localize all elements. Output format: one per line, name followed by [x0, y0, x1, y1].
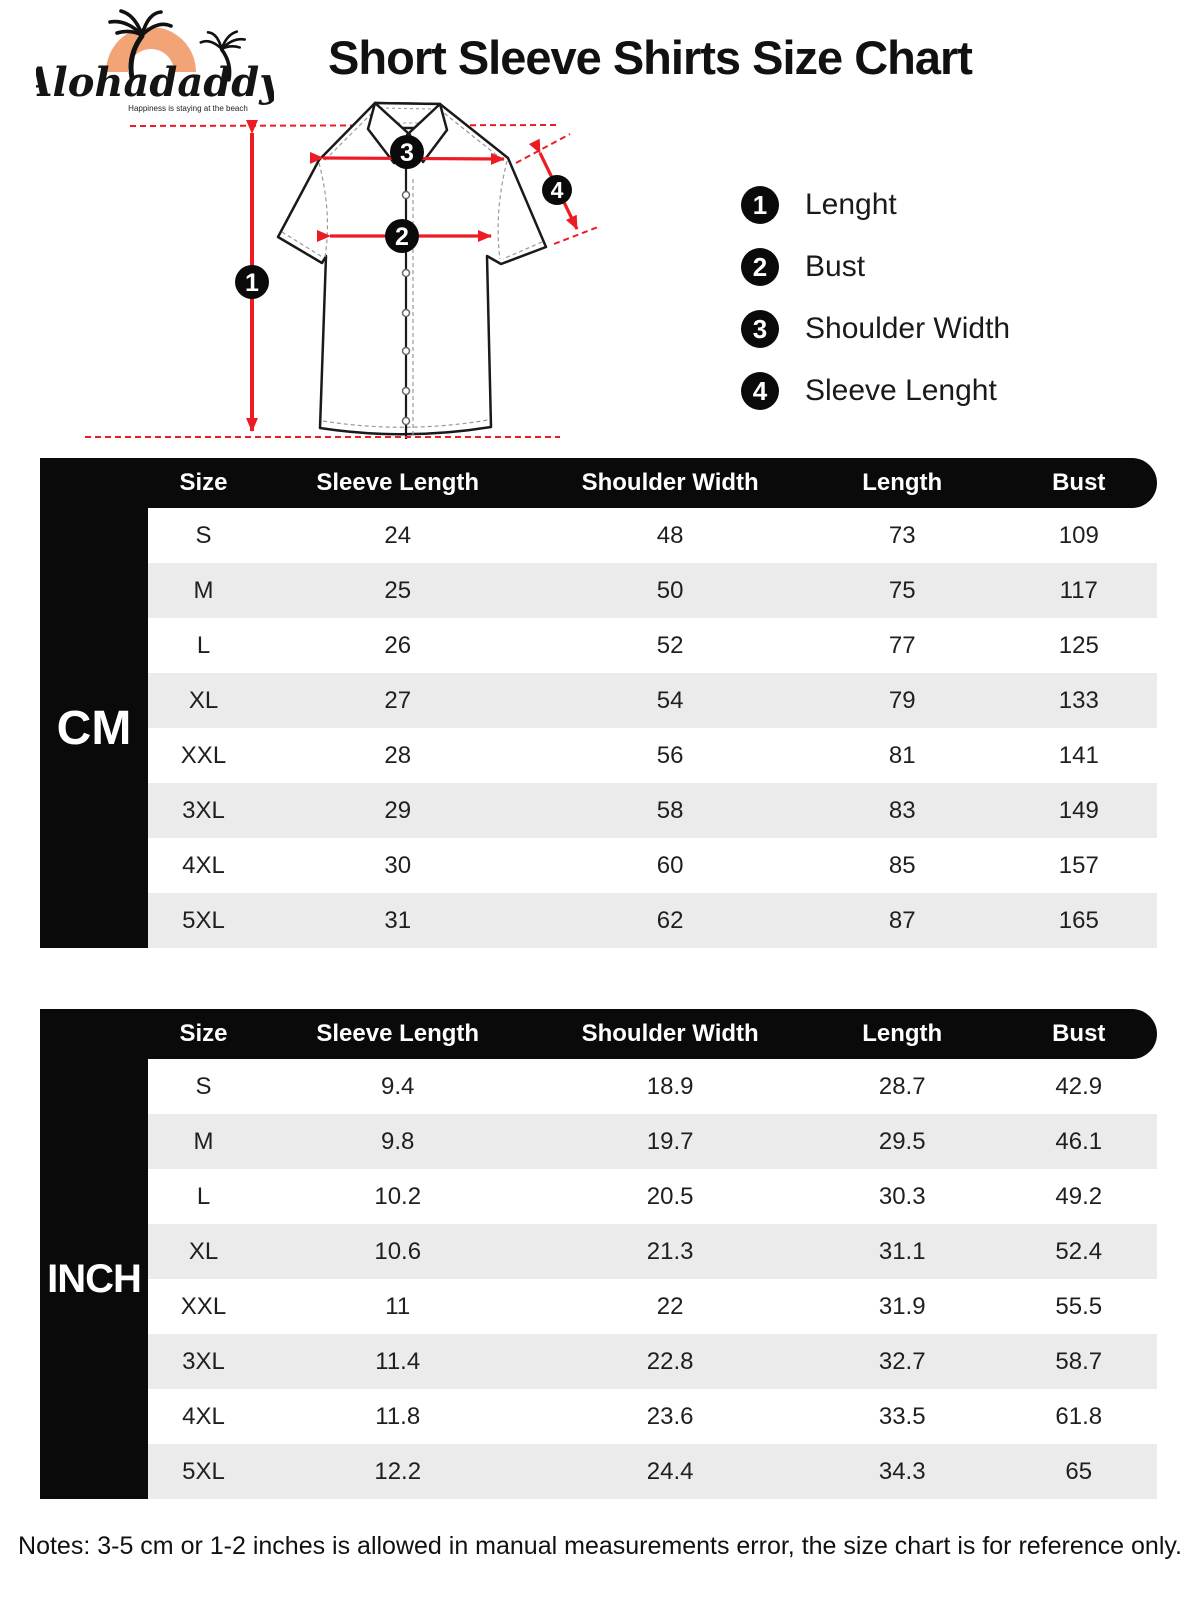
value-cell: 32.7	[878, 1347, 926, 1375]
brand-name: Alohadaddy	[36, 59, 274, 106]
value-cell: 85	[888, 851, 916, 879]
value-cell: 28.7	[878, 1072, 926, 1100]
size-cell: 4XL	[182, 851, 225, 879]
value-cell: 23.6	[646, 1402, 694, 1430]
notes-text: Notes: 3-5 cm or 1-2 inches is allowed in manual measurements error, the size chart is for reference only.	[18, 1532, 1182, 1560]
value-cell: 28	[384, 741, 412, 769]
table-row-xxl	[148, 1279, 1157, 1334]
table-row-xxl	[148, 728, 1157, 783]
value-cell: 22.8	[646, 1347, 694, 1375]
size-cell: XL	[188, 1237, 219, 1265]
value-cell: 58.7	[1055, 1347, 1103, 1375]
legend-badge-4: 4	[741, 372, 779, 410]
value-cell: 18.9	[646, 1072, 694, 1100]
column-header-length: Length	[862, 1020, 943, 1047]
size-cell: S	[195, 1072, 212, 1100]
value-cell: 34.3	[878, 1457, 926, 1485]
table-row-xl	[148, 673, 1157, 728]
value-cell: 9.8	[381, 1127, 415, 1155]
marker-4: 4	[550, 177, 564, 203]
table-row-s	[148, 508, 1157, 563]
value-cell: 83	[888, 796, 916, 824]
value-cell: 10.2	[374, 1182, 422, 1210]
value-cell: 81	[888, 741, 916, 769]
table-row-5xl	[148, 893, 1157, 948]
length-top-dashed-line	[130, 125, 558, 126]
marker-1: 1	[245, 269, 259, 297]
value-cell: 33.5	[878, 1402, 926, 1430]
value-cell: 165	[1058, 906, 1099, 934]
value-cell: 46.1	[1055, 1127, 1103, 1155]
size-cell: XXL	[180, 741, 227, 769]
value-cell: 157	[1058, 851, 1099, 879]
value-cell: 29.5	[878, 1127, 926, 1155]
size-cell: 5XL	[182, 1457, 225, 1485]
value-cell: 125	[1058, 631, 1099, 659]
table-row-4xl	[148, 838, 1157, 893]
table-row-m	[148, 563, 1157, 618]
column-header-bust: Bust	[1052, 1020, 1106, 1047]
table-row-l	[148, 618, 1157, 673]
value-cell: 30.3	[878, 1182, 926, 1210]
value-cell: 65	[1065, 1457, 1093, 1485]
legend-label-bust: Bust	[805, 250, 866, 283]
value-cell: 62	[656, 906, 684, 934]
value-cell: 25	[384, 576, 412, 604]
value-cell: 55.5	[1055, 1292, 1103, 1320]
legend-badge-2: 2	[741, 248, 779, 286]
unit-label-inch: INCH	[40, 1059, 148, 1499]
size-cell: L	[196, 631, 211, 659]
size-cell: XL	[188, 686, 219, 714]
table-row-4xl	[148, 1389, 1157, 1444]
value-cell: 9.4	[381, 1072, 415, 1100]
legend-label-length: Lenght	[805, 188, 897, 221]
legend-badge-1: 1	[741, 186, 779, 224]
size-cell: L	[196, 1182, 211, 1210]
value-cell: 10.6	[374, 1237, 422, 1265]
legend-item-bust	[741, 248, 1010, 286]
value-cell: 24.4	[646, 1457, 694, 1485]
value-cell: 30	[384, 851, 412, 879]
table-header-row	[40, 1009, 1157, 1059]
size-cell: M	[193, 1127, 214, 1155]
value-cell: 133	[1058, 686, 1099, 714]
table-row-l	[148, 1169, 1157, 1224]
value-cell: 27	[384, 686, 412, 714]
value-cell: 24	[384, 521, 412, 549]
table-header-row	[40, 458, 1157, 508]
value-cell: 21.3	[646, 1237, 694, 1265]
value-cell: 31.1	[878, 1237, 926, 1265]
page-title: Short Sleeve Shirts Size Chart	[328, 31, 972, 84]
value-cell: 87	[888, 906, 916, 934]
column-header-size: Size	[179, 1020, 228, 1047]
value-cell: 75	[888, 576, 916, 604]
value-cell: 48	[656, 521, 684, 549]
size-cell: 3XL	[182, 1347, 225, 1375]
marker-3: 3	[400, 139, 414, 167]
value-cell: 54	[656, 686, 684, 714]
table-row-xl	[148, 1224, 1157, 1279]
value-cell: 117	[1059, 576, 1098, 604]
column-header-shoulder-width: Shoulder Width	[581, 1020, 759, 1047]
value-cell: 11.4	[375, 1347, 421, 1375]
measurement-legend	[741, 186, 1010, 434]
column-header-sleeve-length: Sleeve Length	[316, 469, 480, 496]
value-cell: 109	[1058, 521, 1099, 549]
value-cell: 11	[385, 1292, 411, 1320]
value-cell: 22	[656, 1292, 684, 1320]
column-header-sleeve-length: Sleeve Length	[316, 1020, 480, 1047]
size-cell: 3XL	[182, 796, 225, 824]
value-cell: 11.8	[375, 1402, 421, 1430]
value-cell: 31.9	[878, 1292, 926, 1320]
value-cell: 79	[888, 686, 916, 714]
marker-2: 2	[395, 223, 409, 251]
value-cell: 19.7	[646, 1127, 694, 1155]
legend-label-sleeve-length: Sleeve Lenght	[805, 374, 997, 407]
value-cell: 73	[888, 521, 916, 549]
table-row-3xl	[148, 1334, 1157, 1389]
value-cell: 58	[656, 796, 684, 824]
brand-tagline: Happiness is staying at the beach	[128, 104, 248, 113]
value-cell: 49.2	[1055, 1182, 1103, 1210]
size-cell: XXL	[180, 1292, 227, 1320]
unit-label-cm: CM	[40, 508, 148, 948]
value-cell: 31	[384, 906, 412, 934]
value-cell: 77	[888, 631, 916, 659]
size-cell: S	[195, 521, 212, 549]
legend-item-shoulder-width	[741, 310, 1010, 348]
value-cell: 60	[656, 851, 684, 879]
value-cell: 20.5	[646, 1182, 694, 1210]
table-row-5xl	[148, 1444, 1157, 1499]
legend-badge-3: 3	[741, 310, 779, 348]
column-header-bust: Bust	[1052, 469, 1106, 496]
table-row-s	[148, 1059, 1157, 1114]
value-cell: 12.2	[374, 1457, 422, 1485]
value-cell: 50	[656, 576, 684, 604]
size-cell: M	[193, 576, 214, 604]
table-row-3xl	[148, 783, 1157, 838]
value-cell: 42.9	[1055, 1072, 1103, 1100]
shirt-measurement-diagram	[80, 95, 640, 455]
sleeve-lower-dashed-line	[554, 227, 598, 244]
value-cell: 141	[1058, 741, 1099, 769]
size-table-cm	[40, 458, 1157, 948]
value-cell: 56	[656, 741, 684, 769]
value-cell: 52	[656, 631, 684, 659]
legend-label-shoulder-width: Shoulder Width	[805, 312, 1011, 345]
column-header-length: Length	[862, 469, 943, 496]
size-cell: 4XL	[182, 1402, 225, 1430]
value-cell: 149	[1058, 796, 1099, 824]
size-cell: 5XL	[182, 906, 225, 934]
legend-item-sleeve-length	[741, 372, 1010, 410]
table-row-m	[148, 1114, 1157, 1169]
size-table-inch	[40, 1009, 1157, 1499]
value-cell: 61.8	[1055, 1402, 1103, 1430]
legend-item-length	[741, 186, 1010, 224]
column-header-shoulder-width: Shoulder Width	[581, 469, 759, 496]
column-header-size: Size	[179, 469, 228, 496]
value-cell: 29	[384, 796, 412, 824]
value-cell: 26	[384, 631, 412, 659]
value-cell: 52.4	[1055, 1237, 1103, 1265]
